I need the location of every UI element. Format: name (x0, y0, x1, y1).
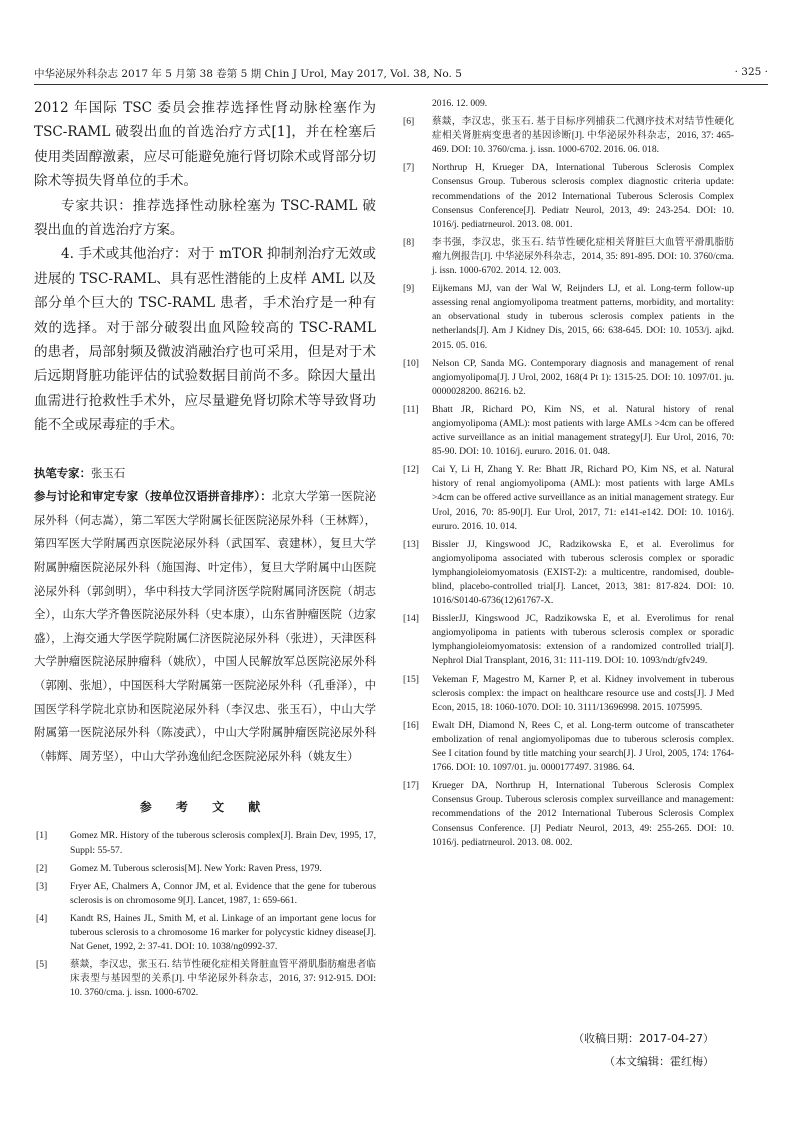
reference-item: [8] 李书强，李汉忠，张玉石. 结节性硬化症相关肾脏巨大血管平滑肌脂肪瘤九例报告[J]. 中华泌尿外科杂志，2014, 35: 891-895. DOI: 10. 3760/cma. j. issn. 1000-6702. 2014. 12. 003. (403, 236, 734, 277)
reference-item: [5] 蔡燚，李汉忠，张玉石. 结节性硬化症相关肾脏血管平滑肌脂肪瘤患者临床表型与基因型的关系[J]. 中华泌尿外科杂志，2016, 37: 912-915. DOI: 10. 3760/cma. j. issn. 1000-6702. (36, 959, 376, 999)
reference-continuation: 2016. 12. 009. (432, 98, 488, 109)
reference-item: [16] Ewalt DH, Diamond N, Rees C, et al. Long-term outcome of transcatheter embolization of renal angiomyolipomas due to tuberous sclerosis complex. See I citation found by title matching your search[J]. J Urol, 2005, 174: 1764-1766. DOI: 10. 1097/01. ju. 0000177497. 31986. 64. (403, 719, 734, 774)
writer-label: 执笔专家： (34, 465, 91, 480)
references-heading: 参 考 文 献 (139, 800, 271, 815)
left-column (34, 96, 376, 1004)
reference-item: [7] Northrup H, Krueger DA, International Tuberous Sclerosis Complex Consensus Group. Tuberous sclerosis complex diagnostic criteria update: recommendations of the 2012 International Tuberous Sclerosis Complex Consensus Conference[J]. Pediatr Neurol, 2013, 49: 243-254. DOI: 10. 1016/j. pediatrneurol. 2013. 08. 001. (403, 162, 734, 230)
reference-item: [9] Eijkemans MJ, van der Wal W, Reijnders LJ, et al. Long-term follow-up assessing renal angiomyolipoma treatment patterns, morbidity, and mortality: an observational study in tuberous sclerosis complex patients in the netherlands[J]. Am J Kidney Dis, 2015, 66: 638-645. DOI: 10. 1053/j. ajkd. 2015. 05. 016. (403, 283, 734, 351)
body-paragraph-1: 2012 年国际 TSC 委员会推荐选择性肾动脉栓塞作为 TSC-RAML 破裂出血的首选治疗方式[1]，并在栓塞后使用类固醇激素，应尽可能避免施行肾切除术或肾部分切除术等损失肾单位的手术。 (34, 100, 376, 190)
reference-item: [4] Kandt RS, Haines JL, Smith M, et al. Linkage of an important gene locus for tuberous sclerosis to a chromosome 16 marker for polycystic kidney disease[J]. Nat Genet, 1992, 2: 37-41. DOI: 10. 1038/ng0992-37. (36, 912, 376, 953)
reference-item: [15] Vekeman F, Magestro M, Karner P, et al. Kidney involvement in tuberous sclerosis complex: the impact on healthcare resource use and costs[J]. J Med Econ, 2015, 18: 1060-1070. DOI: 10. 3111/13696998. 2015. 1075995. (403, 673, 734, 713)
reference-item: [17] Krueger DA, Northrup H, International Tuberous Sclerosis Complex Consensus Group. Tuberous sclerosis complex surveillance and management: recommendations of the 2012 International Tuberous Sclerosis Complex Consensus Conference. [J] Pediatr Neurol, 2013, 49: 255-265. DOI: 10. 1016/j. pediatrneurol. 2013. 08. 002. (403, 780, 734, 848)
right-column (401, 97, 734, 854)
page-number: · 325 · (734, 66, 768, 78)
writer-line (34, 462, 376, 486)
reference-item: [14] BisslerJJ, Kingswood JC, Radzikowska E, et al. Everolimus for renal angiomyolipoma in patients with tuberous sclerosis complex or sporadic lymphangioleiomyomatosis: extension of a randomized controlled trial[J]. Nephrol Dial Transplant, 2016, 31: 111-119. DOI: 10. 1093/ndt/gfv249. (403, 613, 734, 667)
reviewers-list: 北京大学第一医院泌尿外科（何志嵩），第二军医大学附属长征医院泌尿外科（王林辉），第四军医大学附属西京医院泌尿外科（武国军、袁建林），复旦大学附属肿瘤医院泌尿外科（施国海、叶定伟），复旦大学附属中山医院泌尿外科（郭剑明），华中科技大学同济医学院附属同济医院（胡志全），山东大学齐鲁医院泌尿外科（史本康），山东省肿瘤医院（边家盛），上海交通大学医学院附属仁济医院泌尿外科（张进），天津医科大学肿瘤医院泌尿肿瘤科（姚欣），中国人民解放军总医院泌尿外科（郭刚、张旭），中国医科大学附属第一医院泌尿外科（孔垂泽），中国医学科学院北京协和医院泌尿外科（李汉忠、张玉石），中山大学附属第一医院泌尿外科（陈凌武），中山大学附属肿瘤医院泌尿外科（韩辉、周芳坚），中山大学孙逸仙纪念医院泌尿外科（姚友生） (34, 489, 376, 763)
editor-credit: （本文编辑：霍红梅） (604, 1055, 714, 1068)
reference-item: [3] Fryer AE, Chalmers A, Connor JM, et al. Evidence that the gene for tuberous sclerosis is on chromosome 9[J]. Lancet, 1987, 1: 659-661. (36, 880, 376, 906)
body-paragraph-3: 4. 手术或其他治疗：对于 mTOR 抑制剂治疗无效或进展的 TSC-RAML、具有恶性潜能的上皮样 AML 以及部分单个巨大的 TSC-RAML 患者，手术治疗是一种有效的选择。对于部分破裂出血风险较高的 TSC-RAML 的患者，局部射频及微波消融治疗也可采用，但是对于术后远期肾脏功能评估的试验数据目前尚不多。除因大量出血需进行抢救性手术外，应尽量避免肾切除术等导致肾功能不全或尿毒症的手术。 (34, 246, 376, 434)
reference-item: [6] 蔡燚，李汉忠，张玉石. 基于目标序列捕获二代测序技术对结节性硬化症相关肾脏病变患者的基因诊断[J]. 中华泌尿外科杂志，2016, 37: 465-469. DOI: 10. 3760/cma. j. issn. 1000-6702. 2016. 06. 018. (403, 116, 734, 156)
received-date: （收稿日期：2017-04-27） (573, 1032, 714, 1045)
reference-item: [2] Gomez M. Tuberous sclerosis[M]. New York: Raven Press, 1979. (36, 862, 322, 874)
reviewers-paragraph (34, 485, 376, 768)
body-paragraph-2: 专家共识：推荐选择性动脉栓塞为 TSC-RAML 破裂出血的首选治疗方案。 (34, 197, 376, 239)
reference-item: [12] Cai Y, Li H, Zhang Y. Re: Bhatt JR, Richard PO, Kim NS, et al. Natural history of renal angiomyolipoma (AML): most patients with large AMLs >4cm can be offered active surveillance as an initial management strategy. Eur Urol, 2016, 70: 85-90[J]. Eur Urol, 2017, 71: e141-e142. DOI: 10. 1016/j. eururo. 2016. 10. 014. (403, 464, 734, 532)
reference-item: [11] Bhatt JR, Richard PO, Kim NS, et al. Natural history of renal angiomyolipoma (AML): most patients with large AMLs >4cm can be offered active surveillance as an initial management strategy[J]. Eur Urol, 2016, 70: 85-90. DOI: 10. 1016/j. eururo. 2016. 01. 048. (403, 403, 734, 458)
reference-item: [10] Nelson CP, Sanda MG. Contemporary diagnosis and management of renal angiomyolipoma[J]. J Urol, 2002, 168(4 Pt 1): 1315-25. DOI: 10. 1097/01. ju. 0000028200. 86216. b2. (403, 357, 734, 397)
journal-citation: 中华泌尿外科杂志 2017 年 5 月第 38 卷第 5 期 Chin J Urol, May 2017, Vol. 38, No. 5 (34, 68, 462, 80)
writer-name: 张玉石 (90, 465, 126, 480)
reference-item: [1] Gomez MR. History of the tuberous sclerosis complex[J]. Brain Dev, 1995, 17, Suppl: 55-57. (36, 830, 376, 856)
header-rule (34, 84, 768, 85)
running-header (34, 66, 768, 82)
reference-item: [13] Bissler JJ, Kingswood JC, Radzikowska E, et al. Everolimus for angiomyolipoma associated with tuberous sclerosis complex or sporadic lymphangioleiomyomatosis (EXIST-2): a multicentre, randomised, double-blind, placebo-controlled trial[J]. Lancet, 2013, 381: 817-824. DOI: 10. 1016/S0140-6736(12)61767-X. (403, 538, 734, 607)
article-footer (401, 1027, 734, 1073)
reviewers-label: 参与讨论和审定专家（按单位汉语拼音排序）： (34, 489, 272, 504)
